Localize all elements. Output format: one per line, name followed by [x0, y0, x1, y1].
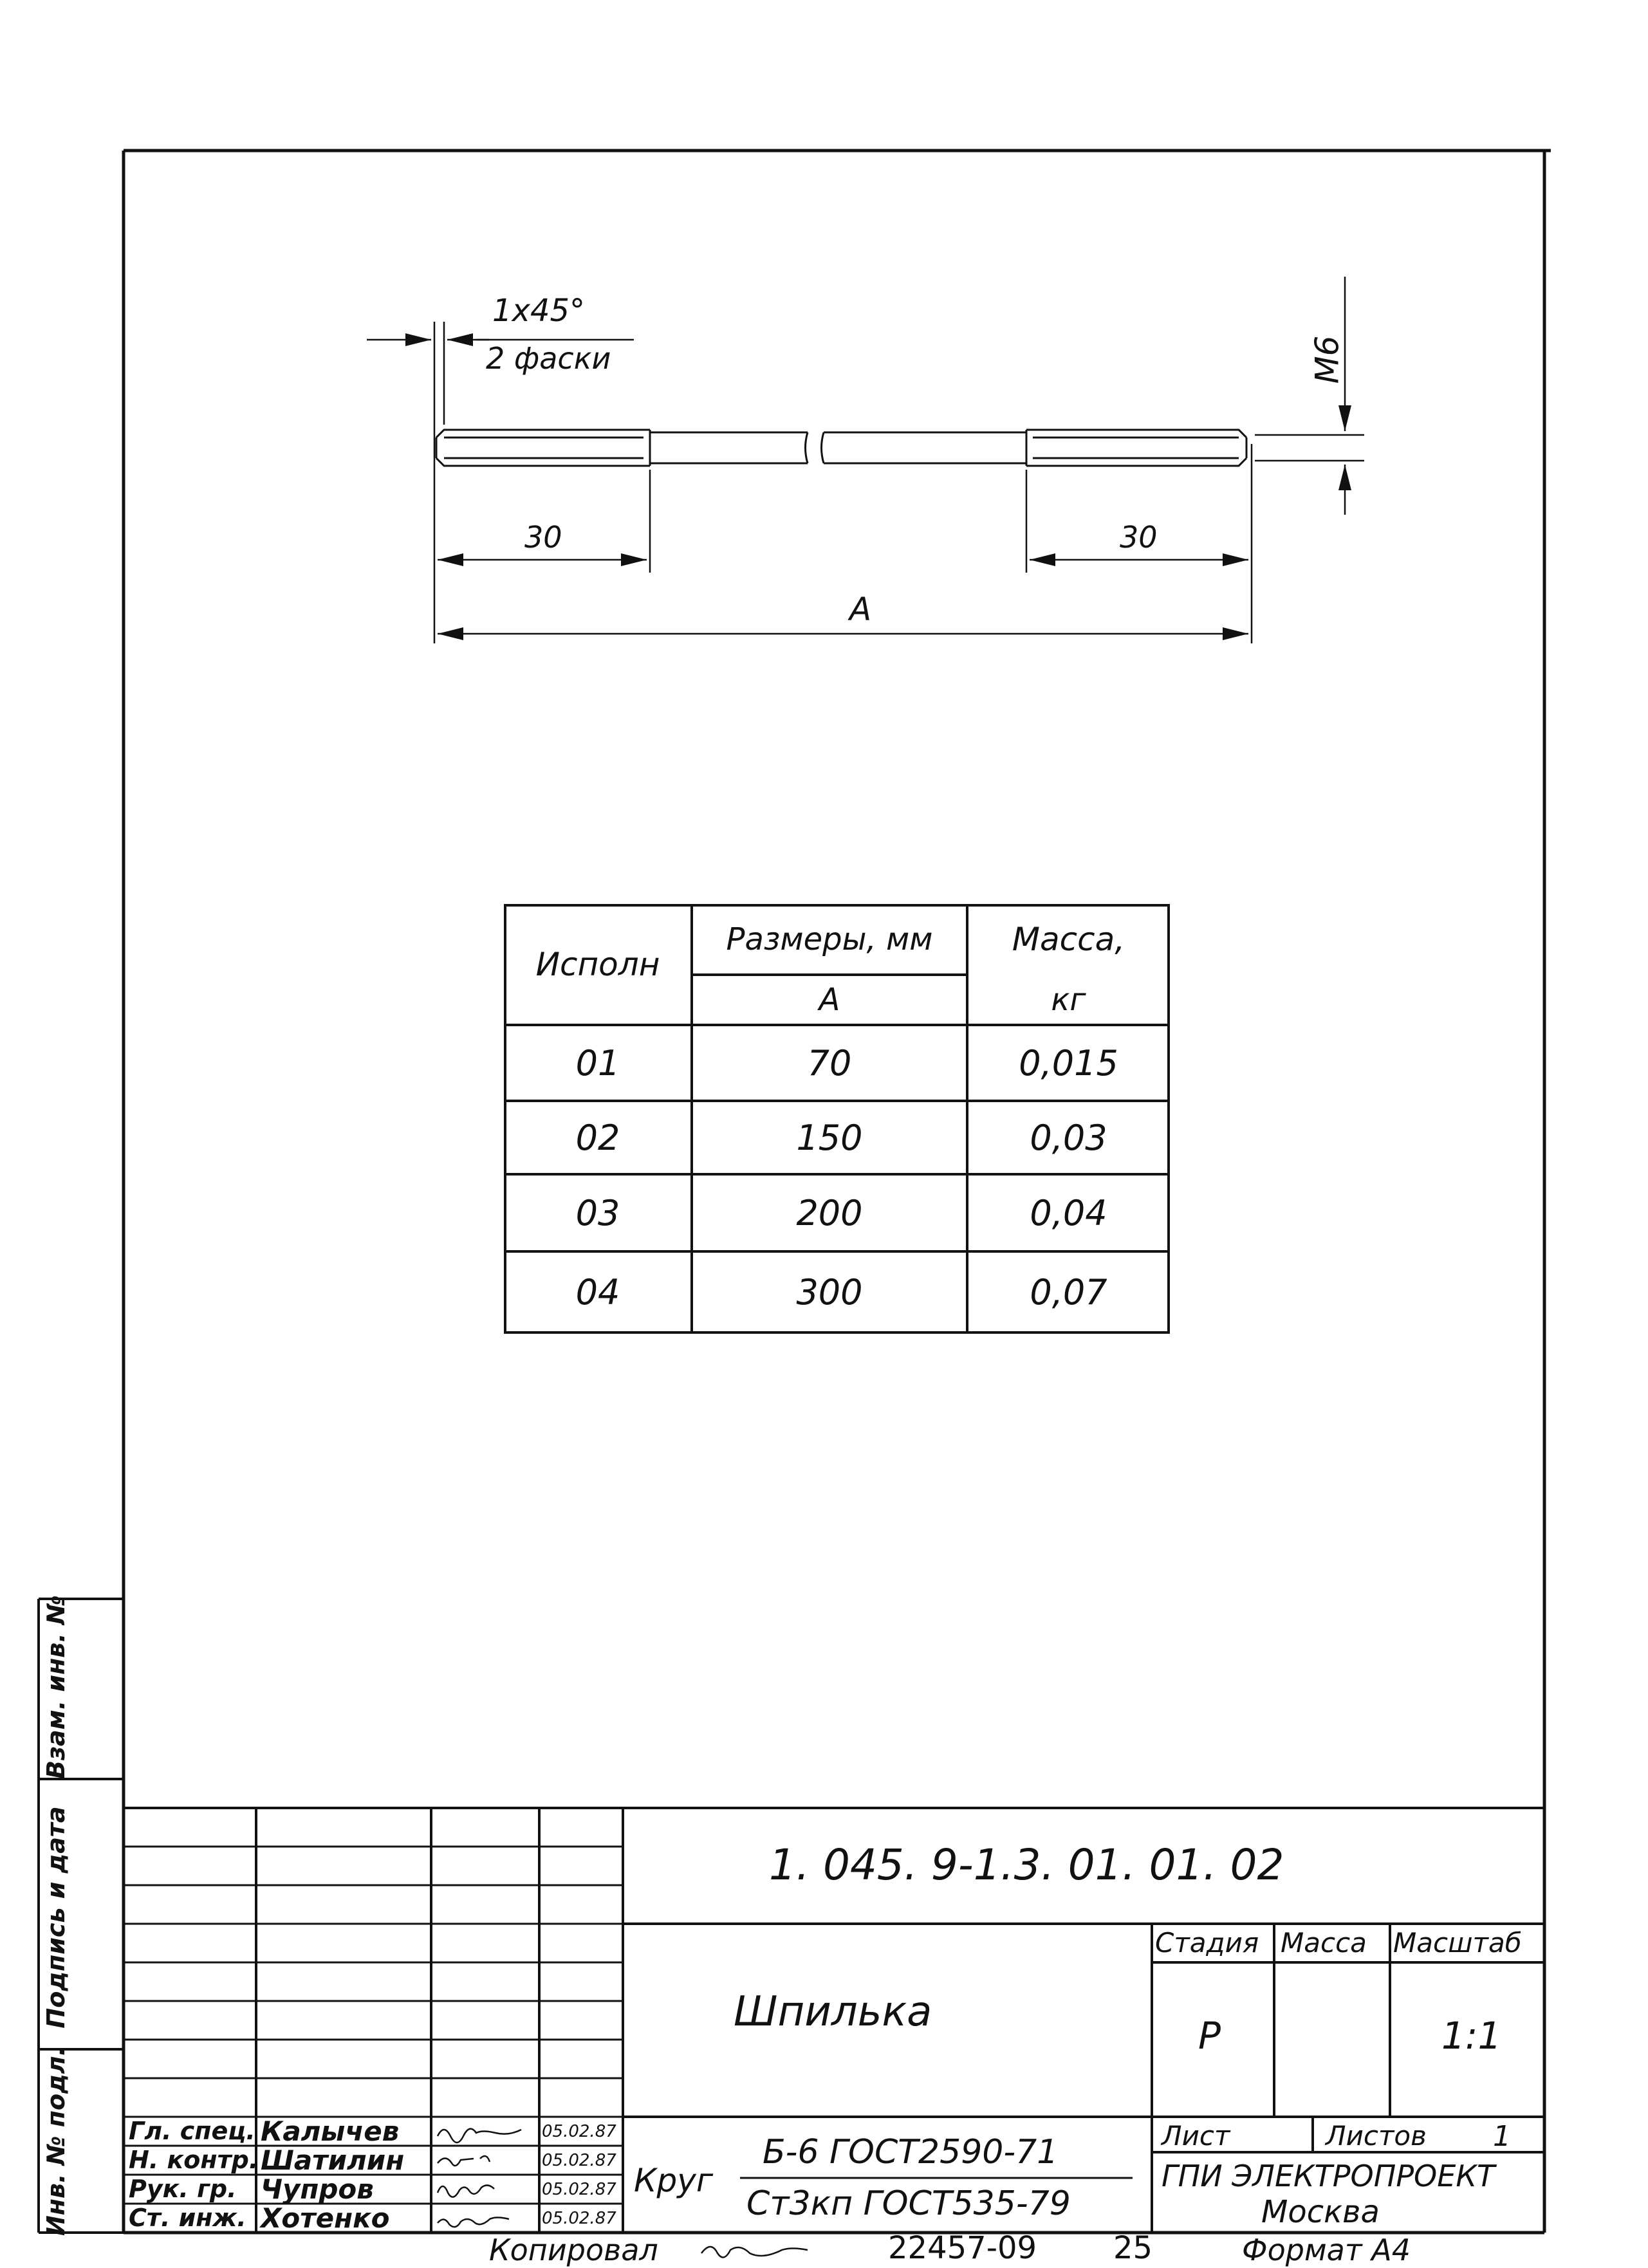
material-prefix: Круг — [634, 2162, 714, 2199]
signer-role: Ст. инж. — [129, 2204, 246, 2232]
signer-name: Шатилин — [261, 2144, 405, 2176]
sheets-label: Листов — [1326, 2120, 1427, 2152]
material-top: Б-6 ГОСТ2590-71 — [763, 2133, 1059, 2171]
right-thread-length: 30 — [1120, 520, 1158, 555]
organization-city: Москва — [1261, 2194, 1380, 2230]
signer-date: 05.02.87 — [542, 2122, 616, 2141]
signer-date: 05.02.87 — [542, 2209, 616, 2228]
signer-date: 05.02.87 — [542, 2151, 616, 2170]
header-variant: Исполн — [535, 946, 660, 983]
header-dimensions: Размеры, мм — [726, 921, 933, 957]
stage-label: Стадия — [1155, 1927, 1259, 1959]
signer-role: Рук. гр. — [129, 2175, 237, 2203]
table-row-mass: 0,015 — [1019, 1042, 1118, 1083]
signer-name: Хотенко — [261, 2202, 390, 2234]
table-row-variant: 02 — [575, 1117, 620, 1158]
mass-label: Масса — [1281, 1927, 1367, 1959]
table-row-a: 200 — [796, 1192, 863, 1233]
sheet-label: Лист — [1162, 2120, 1230, 2152]
table-row-a: 70 — [807, 1042, 852, 1083]
document-number: 1. 045. 9-1.3. 01. 01. 02 — [769, 1840, 1284, 1890]
table-row-mass: 0,07 — [1030, 1271, 1107, 1313]
stage-value: Р — [1198, 2014, 1221, 2058]
scale-value: 1:1 — [1441, 2014, 1502, 2058]
table-row-a: 300 — [796, 1271, 863, 1313]
table-row-mass: 0,03 — [1030, 1117, 1107, 1158]
thread-label: M6 — [1308, 335, 1346, 384]
sheets-value: 1 — [1493, 2120, 1511, 2153]
header-dimension-a: A — [819, 982, 840, 1018]
left-thread-length: 30 — [524, 520, 562, 555]
signer-name: Чупров — [261, 2173, 374, 2205]
chamfer-note: 2 фаски — [486, 341, 611, 376]
signer-role: Гл. спец. — [129, 2117, 255, 2145]
stamp-podpis-data: Подпись и дата — [42, 1806, 70, 2029]
stamp-vzam-inv: Взам. инв. № — [42, 1595, 70, 1779]
organization-name: ГПИ ЭЛЕКТРОПРОЕКТ — [1162, 2159, 1495, 2193]
copier-signature — [695, 2234, 824, 2266]
footer-page: 25 — [1113, 2230, 1153, 2266]
table-row-a: 150 — [796, 1117, 863, 1158]
material-bottom: Ст3кп ГОСТ535-79 — [746, 2184, 1071, 2223]
header-mass-unit: кг — [1051, 982, 1086, 1018]
table-row-variant: 03 — [575, 1192, 620, 1233]
signer-role: Н. контр. — [129, 2146, 259, 2174]
part-name: Шпилька — [734, 1988, 932, 2036]
chamfer-label: 1x45° — [492, 293, 586, 329]
signatures — [431, 2117, 539, 2233]
stamp-inv-podl: Инв. № подл. — [42, 2046, 70, 2236]
table-row-mass: 0,04 — [1030, 1192, 1107, 1233]
footer-format: Формат А4 — [1242, 2233, 1411, 2267]
header-mass: Масса, — [1012, 921, 1125, 958]
signer-name: Калычев — [261, 2116, 400, 2147]
table-row-variant: 04 — [575, 1271, 620, 1313]
table-row-variant: 01 — [575, 1042, 620, 1083]
footer-code: 22457-09 — [888, 2230, 1037, 2266]
overall-length: A — [849, 591, 872, 628]
signer-date: 05.02.87 — [542, 2180, 616, 2199]
copied-label: Копировал — [489, 2233, 658, 2267]
scale-label: Масштаб — [1393, 1927, 1522, 1959]
